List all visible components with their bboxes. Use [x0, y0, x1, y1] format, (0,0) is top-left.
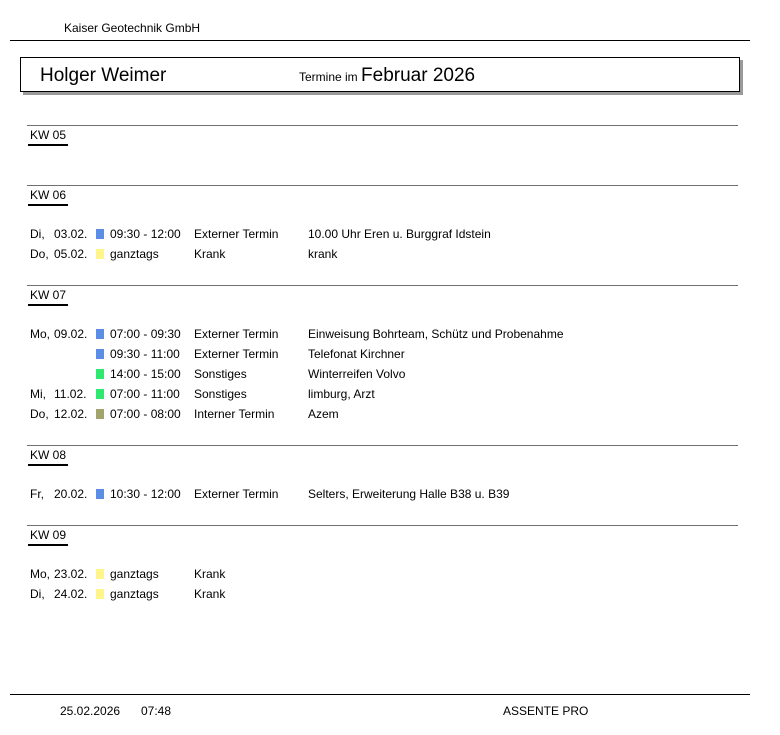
category-color-marker — [96, 569, 104, 579]
entry-day: Di, — [30, 587, 45, 601]
entry-description: limburg, Arzt — [308, 387, 375, 401]
week-label: KW 09 — [28, 527, 68, 546]
entry-type: Krank — [194, 587, 226, 601]
category-color-marker — [96, 589, 104, 599]
footer-divider — [10, 694, 750, 695]
entry-type: Interner Termin — [194, 407, 275, 421]
week-rule — [27, 445, 738, 446]
category-color-marker — [96, 329, 104, 339]
entry-time: 10:30 - 12:00 — [110, 487, 181, 501]
entry-day: Mo, — [30, 327, 51, 341]
entry-time: ganztags — [110, 247, 159, 261]
period-title — [299, 65, 475, 87]
entry-date: 09.02. — [54, 327, 88, 341]
entry-type: Krank — [194, 247, 226, 261]
entry-day: Di, — [30, 227, 45, 241]
entry-time: 09:30 - 12:00 — [110, 227, 181, 241]
entry-time: ganztags — [110, 567, 159, 581]
period-month: Februar 2026 — [361, 65, 476, 86]
entry-type: Sonstiges — [194, 367, 247, 381]
entry-type: Krank — [194, 567, 226, 581]
print-date: 25.02.2026 — [60, 704, 121, 718]
entry-type: Externer Termin — [194, 227, 279, 241]
title-box — [20, 57, 740, 92]
category-color-marker — [96, 249, 104, 259]
person-name: Holger Weimer — [40, 65, 167, 86]
entry-description: Einweisung Bohrteam, Schütz und Probenahme — [308, 327, 564, 341]
entry-description: Selters, Erweiterung Halle B38 u. B39 — [308, 487, 510, 501]
entry-description: Winterreifen Volvo — [308, 367, 406, 381]
week-label: KW 08 — [28, 447, 68, 466]
entry-time: 07:00 - 11:00 — [110, 387, 180, 401]
entry-date: 24.02. — [54, 587, 88, 601]
entry-type: Sonstiges — [194, 387, 247, 401]
entry-date: 03.02. — [54, 227, 88, 241]
entry-time: ganztags — [110, 587, 159, 601]
period-label: Termine im — [299, 70, 358, 84]
category-color-marker — [96, 389, 104, 399]
entry-date: 23.02. — [54, 567, 88, 581]
category-color-marker — [96, 369, 104, 379]
header-divider — [10, 40, 750, 41]
entry-type: Externer Termin — [194, 327, 279, 341]
week-rule — [27, 185, 738, 186]
app-name: ASSENTE PRO — [503, 704, 589, 718]
category-color-marker — [96, 489, 104, 499]
entry-day: Do, — [30, 407, 49, 421]
entry-description: krank — [308, 247, 338, 261]
week-rule — [27, 125, 738, 126]
entry-time: 14:00 - 15:00 — [110, 367, 181, 381]
entry-date: 05.02. — [54, 247, 88, 261]
entry-date: 11.02. — [54, 387, 87, 401]
entry-date: 20.02. — [54, 487, 88, 501]
category-color-marker — [96, 229, 104, 239]
entry-day: Mo, — [30, 567, 51, 581]
week-rule — [27, 285, 738, 286]
entry-type: Externer Termin — [194, 487, 279, 501]
entry-description: 10.00 Uhr Eren u. Burggraf Idstein — [308, 227, 491, 241]
entry-day: Do, — [30, 247, 49, 261]
entry-description: Telefonat Kirchner — [308, 347, 405, 361]
entry-date: 12.02. — [54, 407, 88, 421]
entry-description: Azem — [308, 407, 339, 421]
print-time: 07:48 — [141, 704, 172, 718]
entry-day: Fr, — [30, 487, 44, 501]
entry-time: 09:30 - 11:00 — [110, 347, 180, 361]
week-label: KW 06 — [28, 187, 68, 206]
entry-type: Externer Termin — [194, 347, 279, 361]
week-label: KW 05 — [28, 127, 68, 146]
category-color-marker — [96, 409, 104, 419]
category-color-marker — [96, 349, 104, 359]
week-rule — [27, 525, 738, 526]
week-label: KW 07 — [28, 287, 68, 306]
entry-day: Mi, — [30, 387, 46, 401]
entry-time: 07:00 - 09:30 — [110, 327, 181, 341]
entry-time: 07:00 - 08:00 — [110, 407, 181, 421]
company-name: Kaiser Geotechnik GmbH — [64, 21, 201, 35]
